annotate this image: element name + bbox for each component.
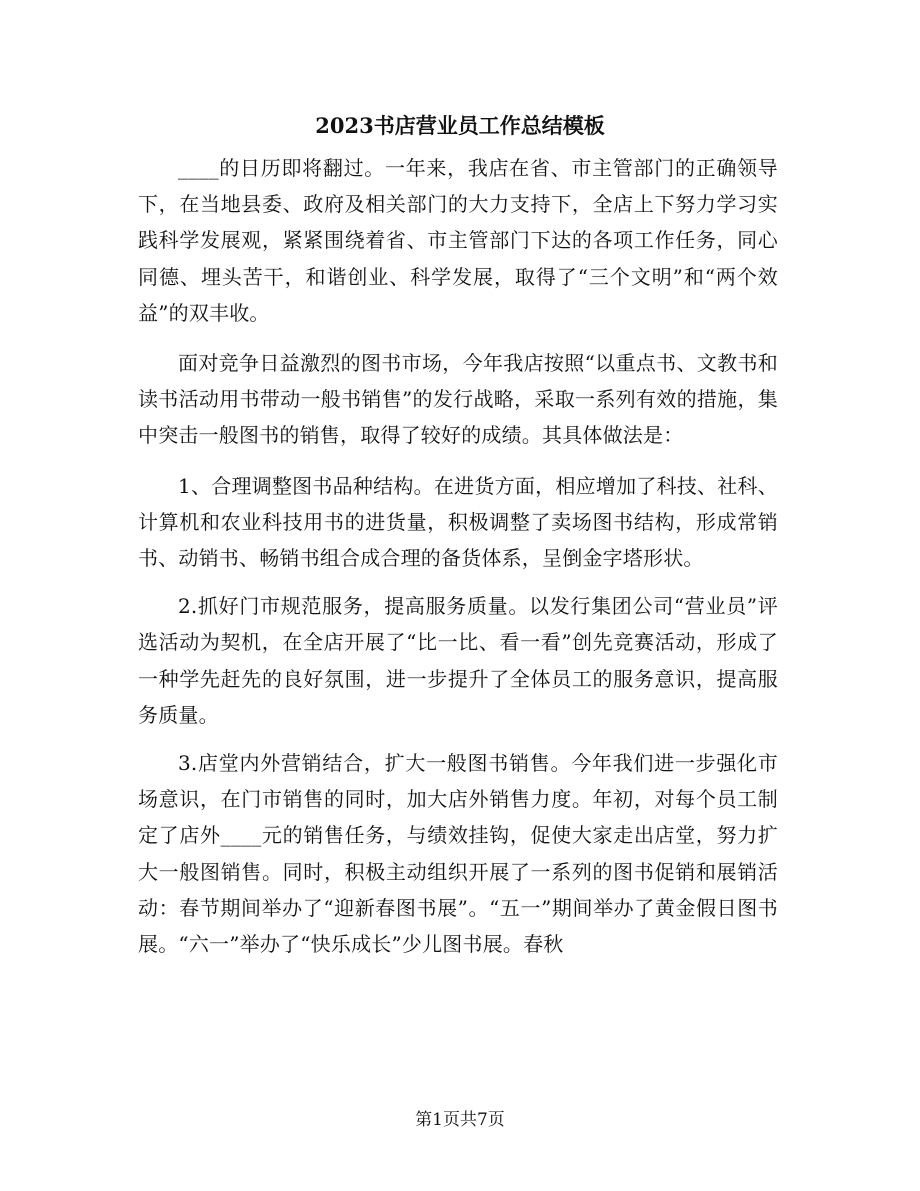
- page-number-footer: 第1页共7页: [415, 1110, 505, 1130]
- paragraph-intro: ____的日历即将翻过。一年来，我店在省、市主管部门的正确领导下，在当地县委、政府及相关部门的大力支持下，全店上下努力学习实践科学发展观，紧紧围绕着省、市主管部门下达的各项工作任务，同心同德、埋头苦干，和谐创业、科学发展，取得了“三个文明”和“两个效益”的双丰收。: [138, 156, 778, 325]
- paragraph-strategy: 面对竞争日益激烈的图书市场，今年我店按照“以重点书、文教书和读书活动用书带动一般书销售”的发行战略，采取一系列有效的措施，集中突击一般图书的销售，取得了较好的成绩。其具体做法是：: [138, 351, 778, 448]
- document-body: [138, 150, 778, 976]
- paragraph-item-1: 1、合理调整图书品种结构。在进货方面，相应增加了科技、社科、计算机和农业科技用书的进货量，积极调整了卖场图书结构，形成常销书、动销书、畅销书组合成合理的备货体系，呈倒金字塔形状。: [138, 473, 778, 571]
- document-title: 2023书店营业员工作总结模板: [315, 113, 605, 138]
- paragraph-item-3: 3.店堂内外营销结合，扩大一般图书销售。今年我们进一步强化市场意识，在门市销售的同时，加大店外销售力度。年初，对每个员工制定了店外____元的销售任务，与绩效挂钩，促使大家走出店堂，努力扩大一般图销售。同时，积极主动组织开展了一系列的图书促销和展销活动：春节期间举办了“迎新春图书展”。“五一”期间举办了黄金假日图书展。“六一”举办了“快乐成长”少儿图书展。春秋: [138, 751, 778, 957]
- paragraph-item-2: 2.抓好门市规范服务，提高服务质量。以发行集团公司“营业员”评选活动为契机，在全店开展了“比一比、看一看”创先竞赛活动，形成了一种学先赶先的良好氛围，进一步提升了全体员工的服务意识，提高服务质量。: [138, 594, 778, 727]
